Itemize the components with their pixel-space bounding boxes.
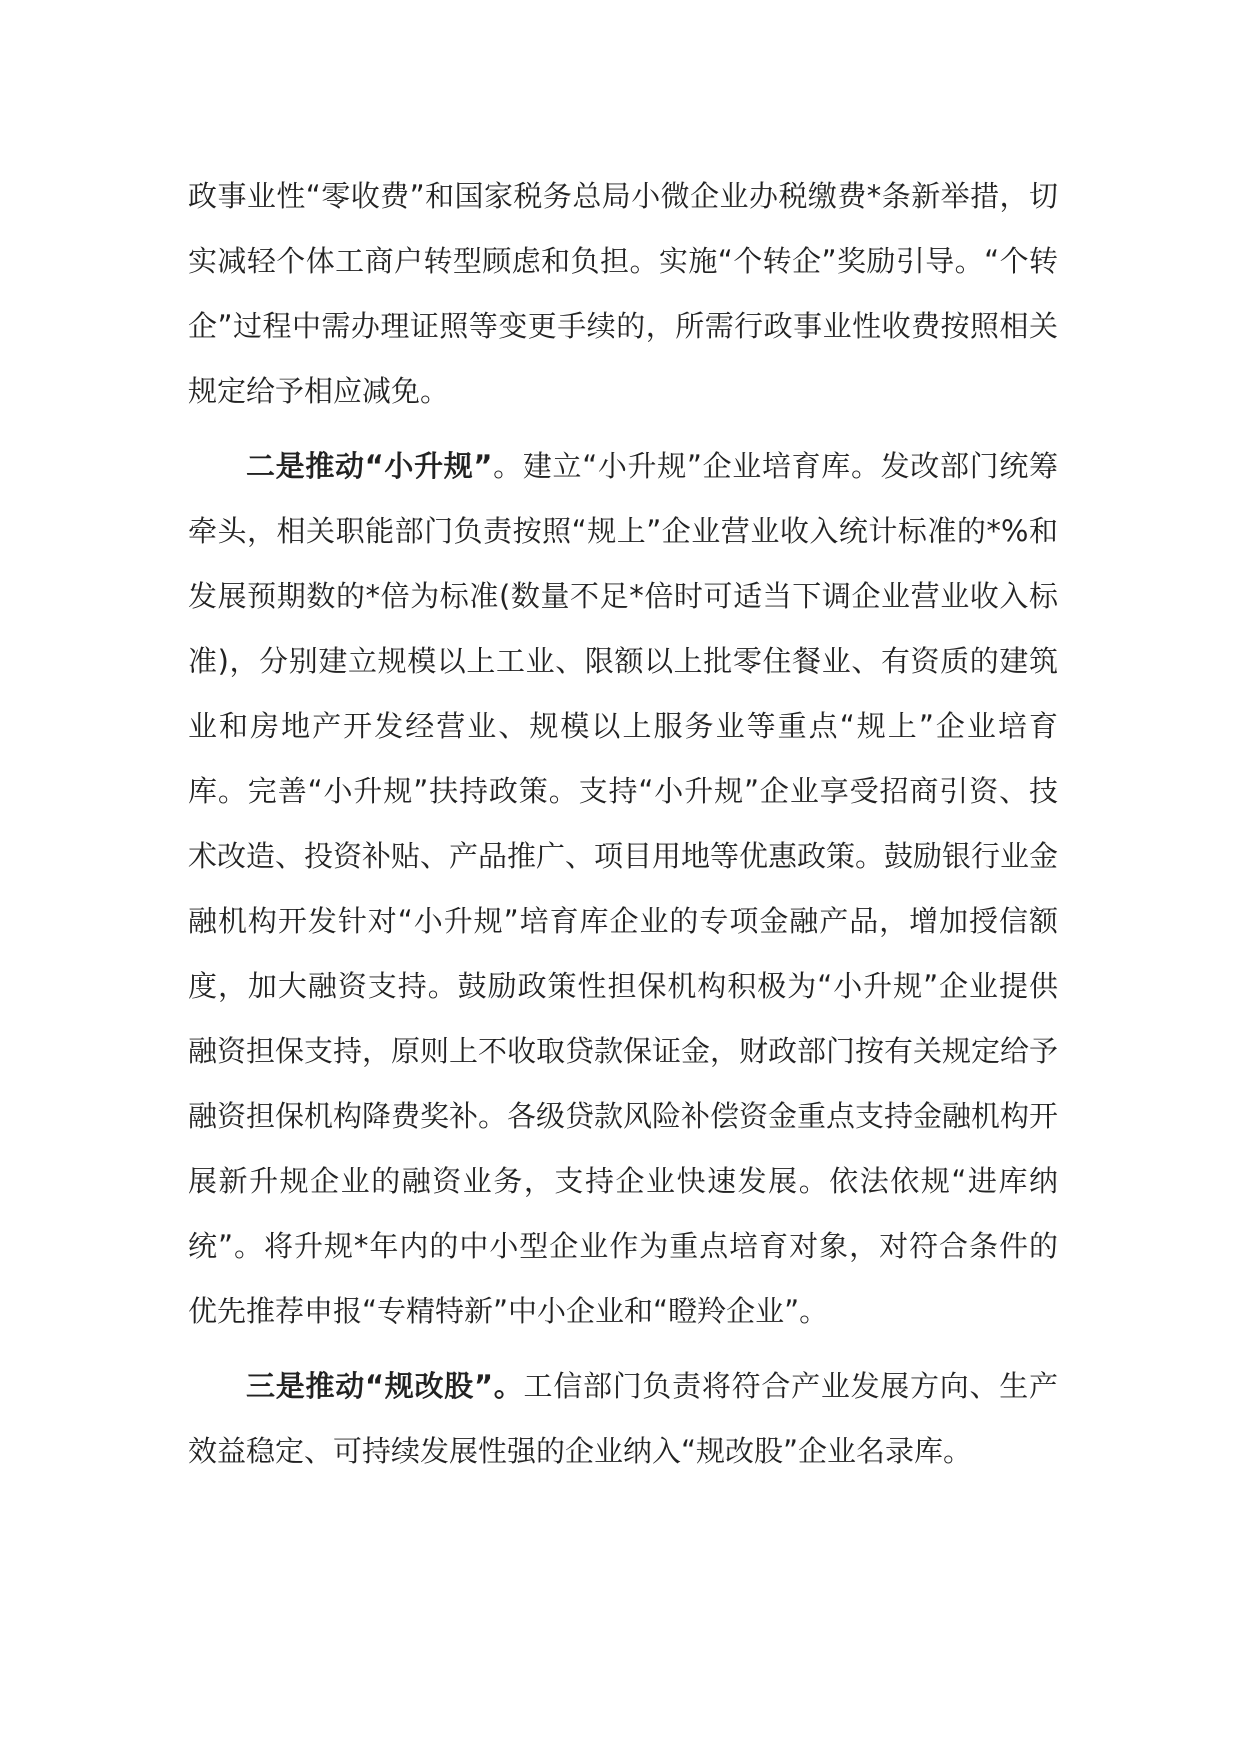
paragraph-text: 。建立“小升规”企业培育库。发改部门统筹牵头，相关职能部门负责按照“规上”企业营业收入统计标准的*%和发展预期数的*倍为标准(数量不足*倍时可适当下调企业营业收入标准)，分别建立规模以上工业、限额以上批零住餐业、有资质的建筑业和房地产开发经营业、规模以上服务业等重点“规上”企业培育库。完善“小升规”扶持政策。支持“小升规”企业享受招商引资、技术改造、投资补贴、产品推广、项目用地等优惠政策。鼓励银行业金融机构开发针对“小升规”培育库企业的专项金融产品，增加授信额度，加大融资支持。鼓励政策性担保机构积极为“小升规”企业提供融资担保支持，原则上不收取贷款保证金，财政部门按有关规定给予融资担保机构降费奖补。各级贷款风险补偿资金重点支持金融机构开展新升规企业的融资业务，支持企业快速发展。依法依规“进库纳统”。将升规*年内的中小型企业作为重点培育对象，对符合条件的优先推荐申报“专精特新”中小企业和“瞪羚企业”。 [188,449,1059,1328]
paragraph-continued [188,164,1058,424]
paragraph-gui-gai-gu [188,1354,1058,1484]
paragraph-heading: 三是推动“规改股”。 [246,1369,524,1403]
paragraph-text: 政事业性“零收费”和国家税务总局小微企业办税缴费*条新举措，切实减轻个体工商户转型顾虑和负担。实施“个转企”奖励引导。“个转企”过程中需办理证照等变更手续的，所需行政事业性收费按照相关规定给予相应减免。 [188,179,1058,408]
document-body [188,164,1058,1484]
paragraph-heading: 二是推动“小升规” [246,449,493,483]
paragraph-text: 工信部门负责将符合产业发展方向、生产效益稳定、可持续发展性强的企业纳入“规改股”企业名录库。 [188,1369,1058,1468]
paragraph-xiao-sheng-gui [188,434,1058,1344]
